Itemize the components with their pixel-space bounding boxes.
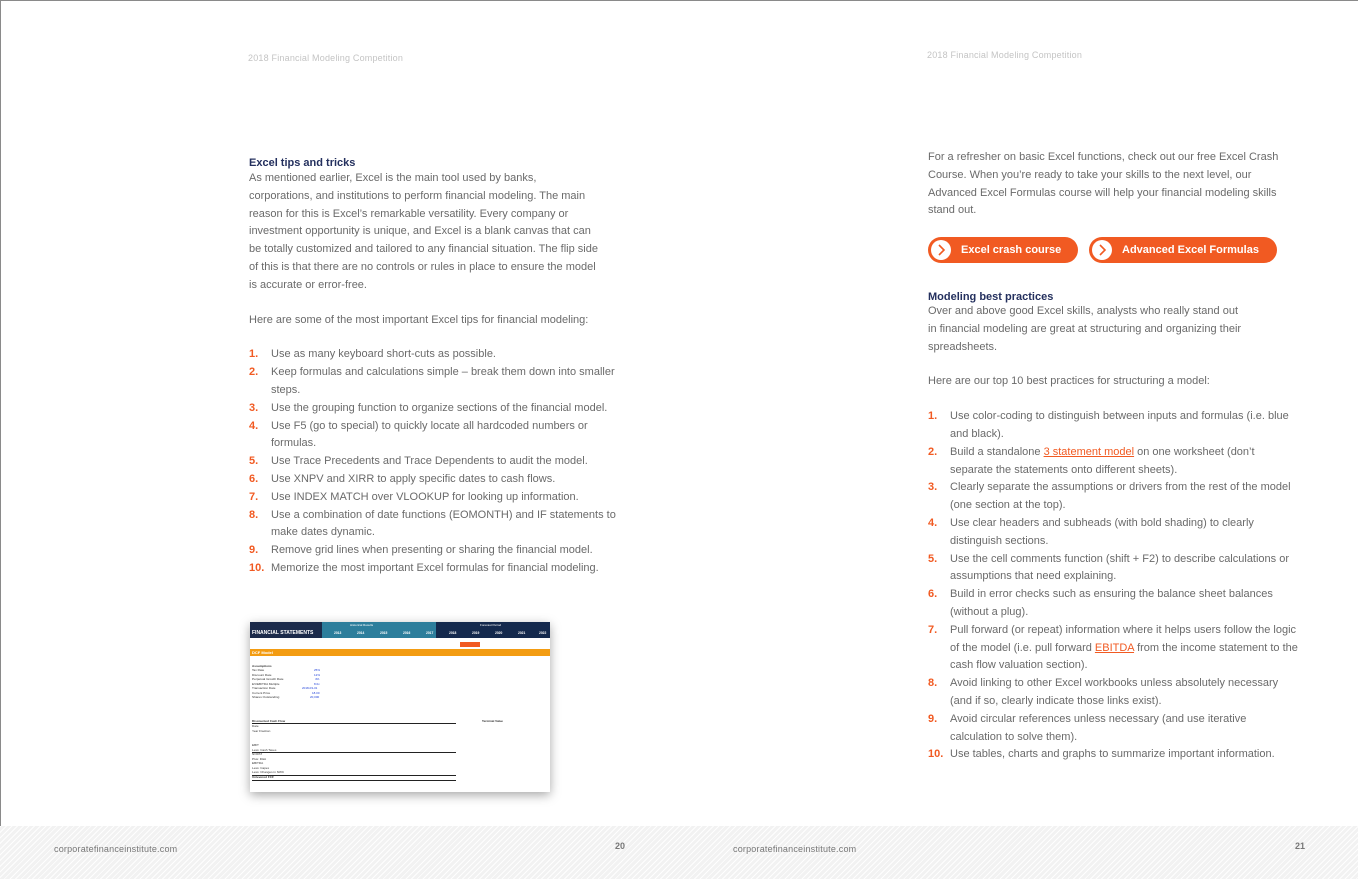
list-item [249,453,629,471]
row-label: EBIT [252,743,259,747]
list-number: 9. [928,712,938,725]
table-row [252,682,548,686]
tips-lead: Here are some of the most important Excel tips for financial modeling: [249,313,589,326]
list-number: 10. [249,561,265,574]
intro-line: corporations, and institutions to perform financial modeling. The main [249,189,586,202]
list-text: Keep formulas and calculations simple – break them down into smaller steps. [271,366,615,396]
list-text: Use tables, charts and graphs to summarize important information. [950,748,1275,761]
excel-tips-intro [249,170,634,295]
list-text: Build in error checks such as ensuring the balance sheet balances (without a plug). [950,588,1273,618]
table-row [252,766,548,770]
list-text-post: from the income statement to the cash flow valuation section). [950,641,1298,672]
year-label: 2015 [380,631,388,635]
list-text: Use a combination of date functions (EOMONTH) and IF statements to make dates dynamic. [271,508,616,539]
list-item [249,560,629,578]
list-text: Remove grid lines when presenting or sharing the financial model. [271,544,593,557]
list-item [249,364,629,400]
year-label: 2020 [495,631,503,635]
list-item [928,675,1300,711]
list-item [928,515,1300,551]
body-line: in financial modeling are great at structuring and organizing their [928,322,1242,335]
list-number: 1. [249,348,259,361]
intro-line: stand out. [928,204,977,217]
best-practices-heading: Modeling best practices [928,291,1054,303]
excel-tips-list [249,346,629,577]
table-row [252,757,548,761]
list-item [928,444,1300,480]
dcf-section-label: DCF Model [252,650,273,655]
list-number: 2. [928,445,938,458]
table-row [252,729,548,733]
list-text: Use the cell comments function (shift + F2) to describe calculations or assumptions that need explaining. [950,552,1290,583]
list-item [928,408,1300,444]
row-label: Transaction Date [252,686,276,690]
row-label: Tax Rate [252,668,265,672]
best-practices-intro [928,303,1308,356]
list-number: 2. [249,366,259,379]
row-label: NOPAT [252,752,263,756]
row-value: 12% [314,672,321,677]
list-text-pre: Build a standalone [950,445,1044,458]
chevron-right-icon [1092,240,1112,260]
row-label: EBITDA [252,761,264,765]
list-text: Use as many keyboard short-cuts as possible. [271,348,496,361]
list-number: 5. [249,455,259,468]
year-label: 2022 [539,631,547,635]
sheet-title: FINANCIAL STATEMENTS [252,630,314,636]
row-label: Shares Outstanding [252,695,280,699]
row-label: Less: Cash Taxes [252,747,277,752]
button-label: Advanced Excel Formulas [1122,244,1259,256]
intro-line: As mentioned earlier, Excel is the main tool used by banks, [249,172,537,184]
row-label: Plus: D&A [252,756,267,761]
row-label: Less: Changes in NWC [252,770,285,774]
list-item [249,489,629,507]
footer-url-right[interactable]: corporatefinanceinstitute.com [733,844,857,854]
list-item [249,542,629,560]
table-rule [252,780,456,781]
list-text: Use the grouping function to organize sections of the financial model. [271,401,608,414]
table-row [252,743,548,747]
table-row [252,677,548,681]
row-value: 18.00 [312,690,320,695]
list-text: Use F5 (go to special) to quickly locate all hardcoded numbers or formulas. [271,419,588,450]
year-label: 2017 [426,631,434,635]
row-label: EV/EBITDA Multiple [252,681,280,686]
list-text: Use color-coding to distinguish between inputs and formulas (i.e. blue and black). [950,410,1289,440]
list-number: 7. [249,490,259,503]
excel-tips-heading: Excel tips and tricks [249,157,356,169]
list-number: 8. [928,677,938,690]
row-label: Date [252,724,259,728]
list-text: Use clear headers and subheads (with bold shading) to clearly distinguish sections. [950,516,1254,547]
intro-line: reason for this is Excel’s remarkable versatility. Every company or [249,207,569,220]
left-page-content [249,157,634,578]
list-item [249,507,629,543]
body-line: spreadsheets. [928,340,998,353]
page-border-left [0,0,1,879]
row-label: Discount Rate [252,672,272,677]
list-item [928,586,1300,622]
intro-line: Advanced Excel Formulas course will help your financial modeling skills [928,186,1277,199]
page-footer [0,826,1358,879]
list-number: 6. [928,588,938,601]
page-number-left: 20 [615,841,626,851]
dcf-heading: Discounted Cash Flow [252,719,286,723]
list-number: 7. [928,623,938,636]
list-item [249,400,629,418]
year-label: 2016 [403,631,411,635]
row-value: 8.0x [314,681,320,686]
left-page-header: 2018 Financial Modeling Competition [248,53,404,63]
list-item [249,471,629,489]
intro-line: Course. When you’re ready to take your skills to the next level, our [928,168,1252,181]
list-number: 4. [928,516,938,529]
list-number: 6. [249,472,259,485]
row-label: Perpetual Growth Rate [252,677,284,681]
intro-line: is accurate or error-free. [249,278,367,291]
row-value: 25% [314,668,321,672]
year-label: 2014 [357,631,365,635]
row-label: Year Fraction [252,728,271,733]
button-label: Excel crash course [961,244,1062,256]
historical-header-bar [322,622,436,638]
list-text-pre: Pull forward (or repeat) information where it helps users follow the logic of the model (i.e. pull forward [950,623,1297,654]
table-row [252,752,548,756]
table-row [252,775,548,779]
historical-label: Historical Results [350,623,374,627]
intro-line: investment opportunity is unique, and Excel is a blank canvas that can [249,225,591,238]
advanced-excel-formulas-button[interactable] [1089,237,1277,263]
table-row [252,770,548,774]
excel-crash-course-button[interactable] [928,237,1078,263]
table-row [252,673,548,677]
list-text: Use Trace Precedents and Trace Dependents to audit the model. [271,455,588,468]
right-page-intro [928,149,1328,220]
list-item [928,622,1300,675]
chevron-right-icon [931,240,951,260]
financial-model-screenshot [250,622,550,792]
list-number: 3. [249,401,259,414]
list-item [928,746,1300,764]
best-practices-section [928,291,1308,764]
list-item [928,551,1300,587]
list-number: 1. [928,410,938,423]
forecast-label: Forecast Period [480,623,502,627]
list-text: Clearly separate the assumptions or drivers from the rest of the model (one section at the top). [950,481,1291,512]
intro-line: be totally customized and tailored to any financial situation. The flip side [249,243,598,256]
terminal-value-label: Terminal Value [482,719,503,723]
dcf-section-bar [250,649,550,656]
list-text: Avoid linking to other Excel workbooks unless absolutely necessary (and if so, clearly indicate those links exist). [950,677,1279,707]
page-number-right: 21 [1295,841,1306,851]
ebitda-link[interactable]: EBITDA [1094,641,1135,654]
row-value: 20,000 [310,695,320,699]
list-item [928,711,1300,747]
year-label: 2019 [472,631,480,635]
list-number: 8. [249,508,259,521]
assumptions-heading: Assumptions [252,664,272,668]
body-line: Over and above good Excel skills, analysts who really stand out [928,305,1238,317]
intro-line: of this is that there are no controls or rules in place to ensure the model [249,260,596,273]
list-text: Use INDEX MATCH over VLOOKUP for looking up information. [271,490,579,503]
list-text: Avoid circular references unless necessary (and use iterative calculation to solve them). [950,712,1247,743]
list-item [249,418,629,454]
three-statement-model-link[interactable]: 3 statement model [1043,445,1135,458]
table-row [252,686,548,690]
list-text: Memorize the most important Excel formulas for financial modeling. [271,561,599,574]
table-row [252,691,548,695]
year-label: 2013 [334,631,342,635]
row-label: Unlevered FCF [252,775,274,779]
list-number: 10. [928,748,944,761]
row-label: Less: Capex [252,765,270,770]
practices-lead: Here are our top 10 best practices for structuring a model: [928,375,1210,388]
year-label: 2021 [518,631,526,635]
list-number: 3. [928,481,938,494]
list-number: 4. [249,419,259,432]
list-text: Use XNPV and XIRR to apply specific dates to cash flows. [271,472,556,485]
intro-line: For a refresher on basic Excel functions, check out our free Excel Crash [928,151,1279,163]
list-item [928,479,1300,515]
year-label: 2018 [449,631,457,635]
list-number: 9. [249,544,259,557]
row-label: Current Price [252,690,271,695]
list-item [249,346,629,364]
table-row [252,724,548,728]
list-text-post: on one worksheet (don’t separate the statements onto different sheets). [950,445,1255,476]
row-value: 4% [315,677,320,681]
page-border-top [0,0,1358,1]
list-number: 5. [928,552,938,565]
row-value: 2018-03-31 [302,686,318,690]
right-page-header: 2018 Financial Modeling Competition [927,50,1083,60]
best-practices-list [928,408,1300,764]
table-row [252,695,548,699]
table-row [252,761,548,765]
table-row [252,668,548,672]
scenario-cell [460,642,480,647]
footer-url-left[interactable]: corporatefinanceinstitute.com [54,844,178,854]
